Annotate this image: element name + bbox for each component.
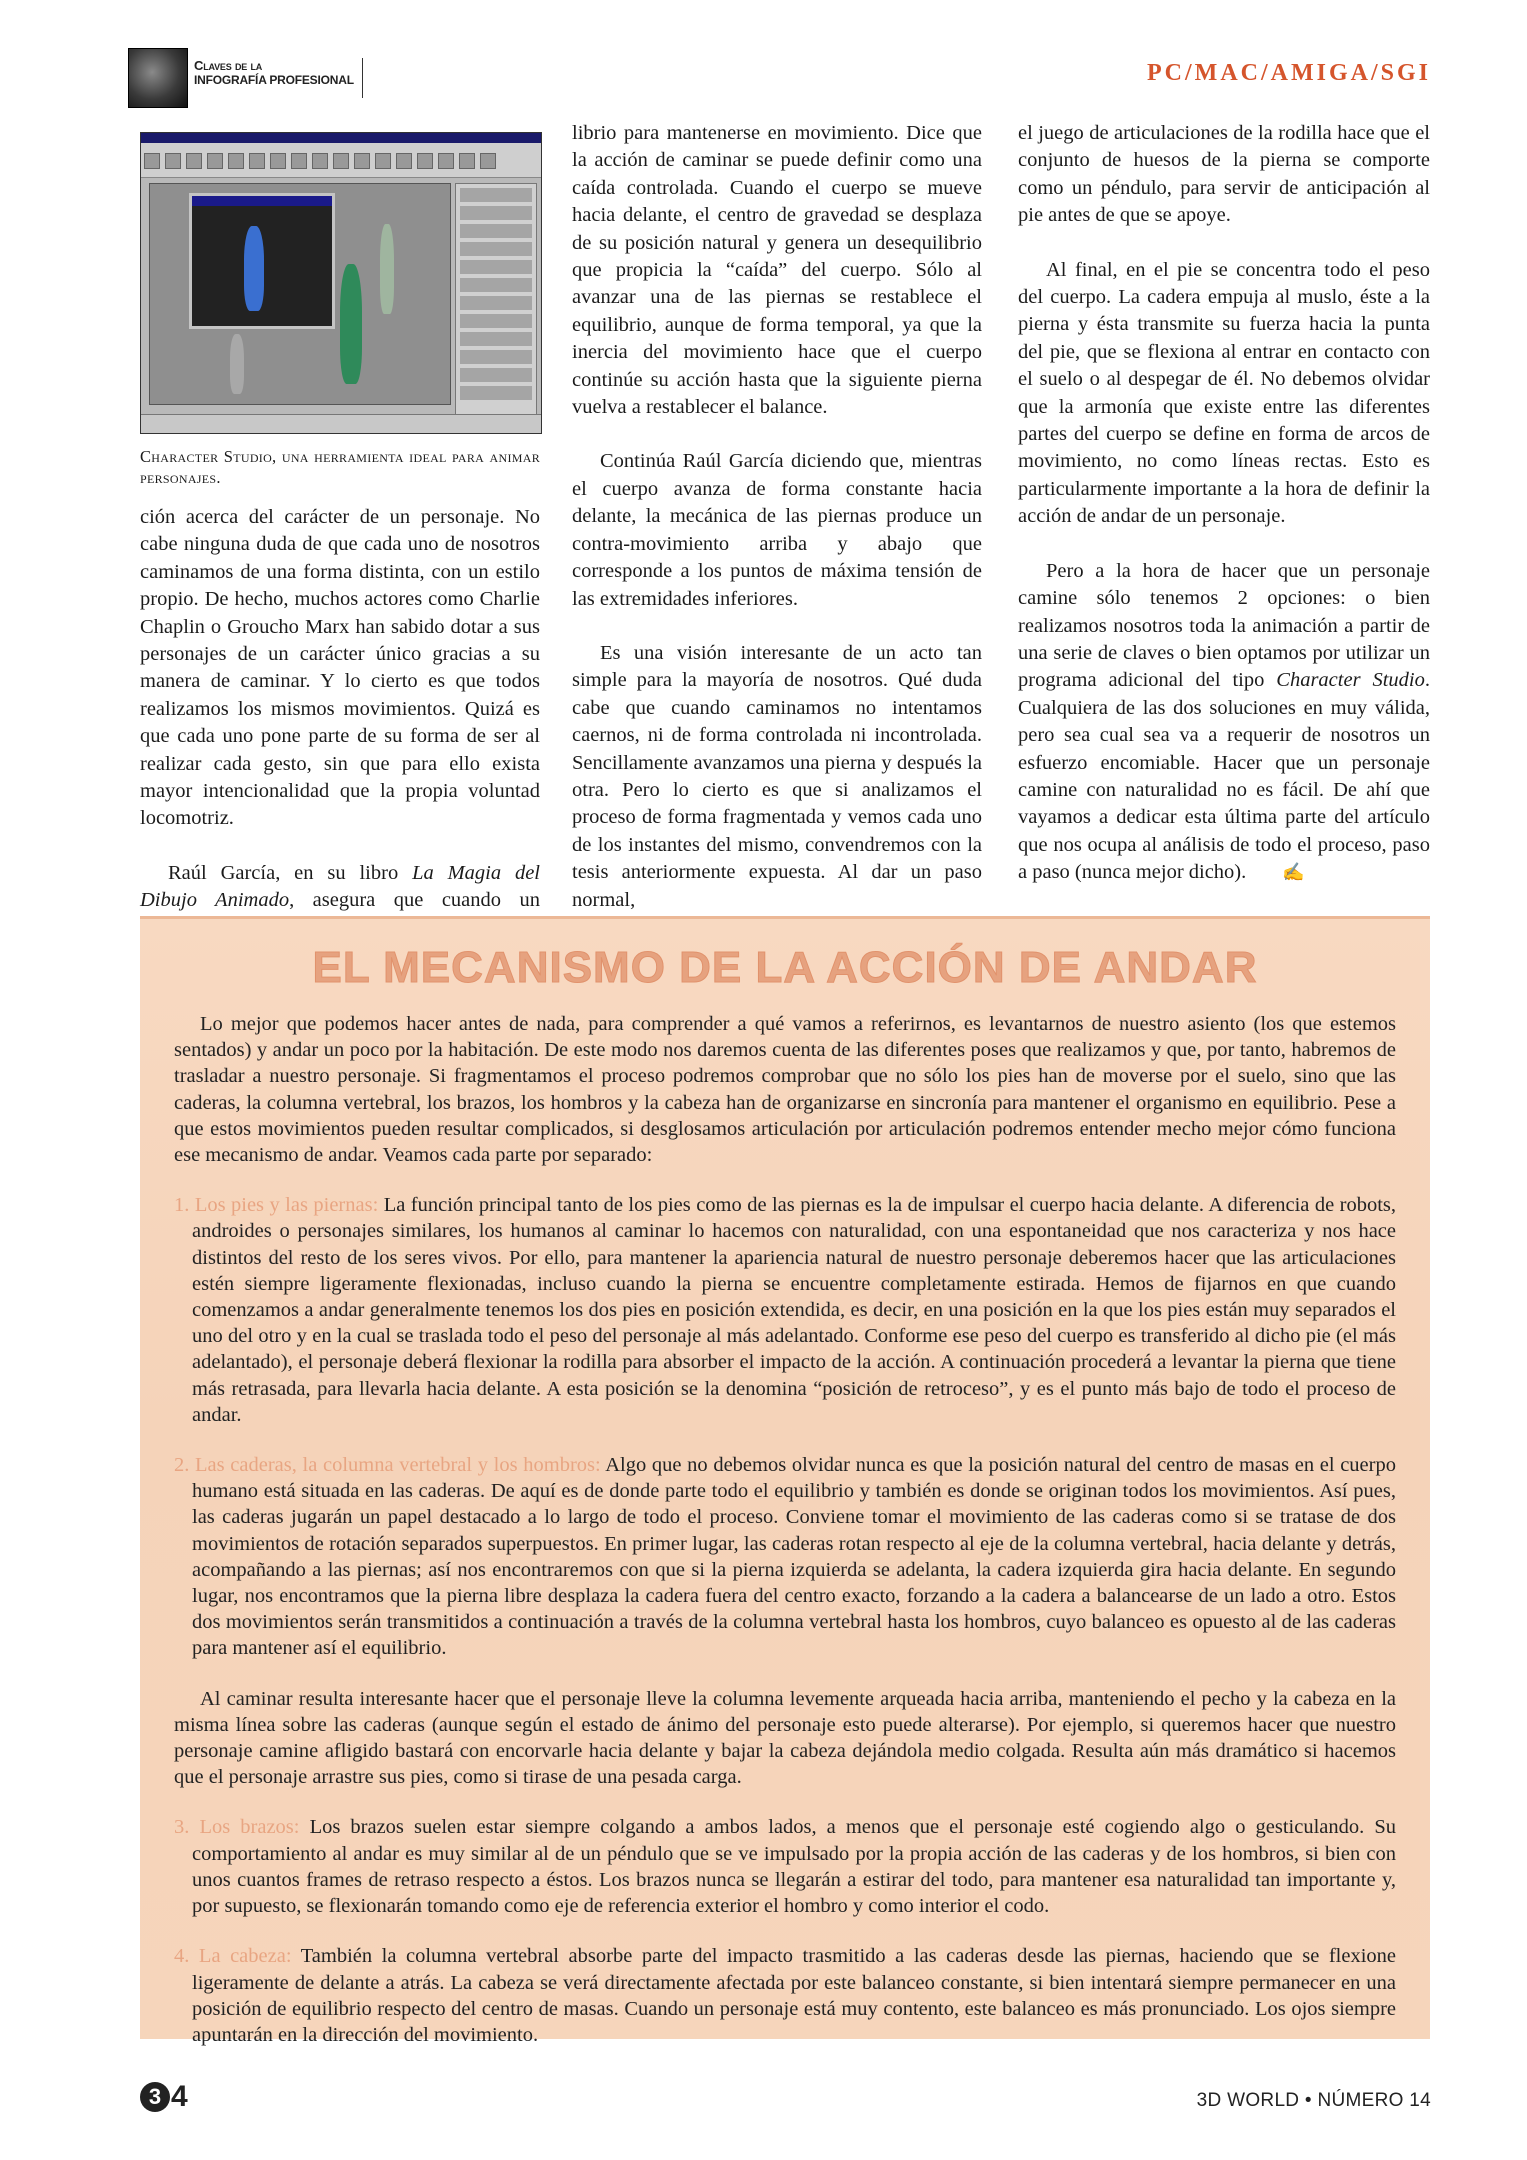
badge-logo-image — [128, 48, 188, 108]
box-item-head: 4. La cabeza: También la columna vertebral absorbe parte del impacto trasmitido a las caderas desde las piernas, haciendo que se flexione ligeramente de delante a atrás. La cabeza se verá directamente afectada por este balanceo constante, si bien intentará siempre permanecer en una posición de equilibrio respecto del centro de masas. Cuando un personaje está muy contento, este balanceo es más pronunciado. Los ojos siempre apuntarán en la dirección del movimiento. — [174, 1945, 1397, 2046]
screenshot-statusbar — [141, 414, 541, 433]
col2-paragraph-3: Es una visión interesante de un acto tan simple para la mayoría de nosotros. Qué duda cabe que cuando caminamos no intentamos caernos, ni de forma controlada ni incontrolada. Sencillamente avanzamos una pierna y después la otra. Pero lo cierto es que si analizamos el proceso de forma fragmentada y vemos cada uno de los instantes del mismo, convendremos con la tesis anteriormente expuesta. Al dar un paso normal, — [572, 641, 982, 911]
page-number-rest: 4 — [171, 2080, 188, 2113]
platform-label: PC/MAC/AMIGA/SGI — [1147, 60, 1431, 86]
section-badge — [128, 48, 364, 108]
col3-paragraph-2: Al final, en el pie se concentra todo el peso del cuerpo. La cadera empuja al muslo, éste a la pierna y ésta transmite su fuerza hacia la punta del pie, que se flexiona al entrar en contacto con el suelo o al despegar de él. No debemos olvidar que la armonía que existe entre las diferentes partes del cuerpo se define en forma de arcos de movimiento, no como líneas rectas. Esto es particularmente importante a la hora de definir la acción de andar de un personaje. — [1018, 258, 1430, 528]
col3-paragraph-3: Pero a la hora de hacer que un personaje camine sólo tenemos 2 opciones: o bien realizamos nosotros toda la animación a partir de una serie de claves o bien optamos por utilizar un programa adicional del tipo Character Studio. Cualquiera de las dos soluciones en muy válida, pero sea cual sea va a requerir de nosotros un esfuerzo encomiable. Hacer que un personaje camine con naturalidad no es fácil. De ahí que vayamos a dedicar esta última parte del artículo que nos ocupa al análisis de todo el proceso, paso a paso (nunca mejor dicho). ✍ — [1018, 558, 1430, 887]
item-lead: 1. Los pies y las piernas: — [174, 1194, 379, 1217]
box-intro: Lo mejor que podemos hacer antes de nada, para comprender a qué vamos a referirnos, es levantarnos de nuestro asiento (los que estemos sentados) y andar un poco por la habitación. De este modo nos daremos cuenta de las diferentes poses que realizamos y que, por tanto, habremos de trasladar a nuestro personaje. Si fragmentamos el proceso podremos comprobar que no sólo los pies han de moverse por el suelo, sino que las caderas, la columna vertebral, los brazos, los hombros y la cabeza han de organizarse en sincronía para mantener el organismo en equilibrio. Pese a que estos movimientos pueden resultar complicados, si desglosamos articulación por articulación podremos entender mecho mejor cómo funciona ese mecanismo de andar. Veamos cada parte por separado: — [174, 1013, 1396, 1167]
box-item-arms: 3. Los brazos: Los brazos suelen estar siempre colgando a ambos lados, a menos que el personaje esté cogiendo algo o gesticulando. Su comportamiento al andar es muy similar al de un péndulo que se ve impulsado por la propia acción de las caderas y de los hombros, si bien con unos cuantos frames de retraso respecto a éstos. Los brazos nunca se llegarán a estirar del todo, para mantener esa naturalidad tan importante y, por supuesto, se flexionarán tomando como eje de referencia exterior el hombro y como interior el codo. — [174, 1816, 1397, 1918]
dialog-figure — [244, 226, 264, 311]
badge-line-1: Claves de la — [194, 58, 263, 73]
badge-line-2: INFOGRAFÍA PROFESIONAL — [194, 73, 354, 87]
item-lead: 3. Los brazos: — [174, 1816, 300, 1839]
book-title: La Magia del Dibujo Animado — [140, 861, 540, 912]
box-item-hips: 2. Las caderas, la columna vertebral y los hombros: Algo que no debemos olvidar nunca es que la posición natural del centro de masas en el cuerpo humano está situada en las caderas. De aquí es de donde parte todo el equilibrio y también es donde se originan todos los movimientos. Así pues, las caderas jugarán un papel destacado a lo largo de todo el proceso. Conviene tomar el movimiento de las caderas como si se tratase de dos movimientos de rotación separados superpuestos. En primer lugar, las caderas rotan respecto al eje de la columna vertebral, hacia delante y detrás, acompañando a las piernas; así nos encontraremos con que si la pierna izquierda se adelanta, la cadera izquierda gira hacia delante. En segundo lugar, nos encontramos que la pierna libre desplaza la cadera fuera del centro exacto, forzando a la cadera a balancearse de un lado a otro. Estos dos movimientos serán transmitidos a continuación a través de la columna vertebral hasta los hombros, cuyo balanceo es opuesto al de las caderas para mantener así el equilibrio. — [174, 1454, 1396, 1660]
screenshot-toolbar — [141, 143, 541, 178]
page-number — [140, 2080, 188, 2114]
program-name: Character Studio — [1276, 669, 1425, 692]
screenshot-titlebar — [141, 133, 541, 143]
box-item-feet: 1. Los pies y las piernas: La función principal tanto de los pies como de las piernas es la de impulsar el cuerpo hacia delante. A diferencia de robots, androides o personajes similares, los humanos al caminar lo hacemos con naturalidad, con una espontaneidad que nos caracteriza y nos hace distintos del resto de los seres vivos. Por ello, para mantener la apariencia natural de nuestro personaje deberemos hacer que las articulaciones estén siempre ligeramente flexionadas, incluso cuando la pierna se encuentre completamente estirada. Hemos de fijarnos en que cuando comenzamos a andar generalmente tenemos los dos pies en posición extendida, es decir, en una posición en la que los pies están muy separados el uno del otro y en la cual se traslada todo el peso del personaje al más adelantado. Conforme ese peso del cuerpo es transferido al dicho pie (el más adelantado), el personaje deberá flexionar la rodilla para absorber el impacto de la acción. A continuación procederá a levantar la pierna que tiene más retrasada, para llevarla hacia delante. A esta posición se la denomina “posición de retroceso”, y es el punto más bajo de todo el proceso de andar. — [174, 1194, 1396, 1426]
badge-text — [194, 58, 363, 98]
end-of-article-pen-icon: ✍ — [1282, 862, 1305, 883]
figure-ghost — [380, 224, 394, 314]
sidebar-box — [140, 916, 1430, 2046]
figure-caption: Character Studio, una herramienta ideal para animar personajes. — [140, 447, 540, 487]
box-paragraph-2: Al caminar resulta interesante hacer que el personaje lleve la columna levemente arqueada hacia arriba, manteniendo el pecho y la cabeza en la misma línea sobre las caderas (aunque según el estado de ánimo del personaje esto puede alterarse). Por ejemplo, si queremos hacer que nuestro personaje camine afligido bastará con encorvarle hacia delante y bajar la cabeza dejándola medio colgada. Resulta aún más dramático si hacemos que el personaje arrastre sus pies, como si tirase de una pesada carga. — [174, 1687, 1396, 1789]
box-title: EL MECANISMO DE LA ACCIÓN DE ANDAR — [312, 943, 1258, 992]
screenshot-command-panel — [455, 183, 537, 415]
figure-character — [340, 264, 362, 384]
col1-paragraph-2: Raúl García, en su libro La Magia del Dibujo Animado, asegura que cuando un — [140, 861, 540, 912]
item-lead: 2. Las caderas, la columna vertebral y los hombros: — [174, 1454, 601, 1477]
column-1 — [140, 120, 540, 969]
col2-paragraph-2: Continúa Raúl García diciendo que, mientras el cuerpo avanza de forma constante hacia delante, la mecánica de las piernas produce un contra-movimiento arriba y abajo que corresponde a los puntos de máxima tensión de las extremidades inferiores. — [572, 450, 982, 610]
item-lead: 4. La cabeza: — [174, 1945, 292, 1968]
col3-paragraph-1: el juego de articulaciones de la rodilla hace que el conjunto de huesos de la pierna se comporte como un péndulo, para servir de anticipación al pie antes de que se apoye. — [1018, 122, 1430, 227]
box-body — [174, 1011, 1396, 2072]
character-studio-screenshot — [140, 132, 542, 434]
column-2 — [572, 120, 982, 941]
magazine-footer: 3D WORLD • NÚMERO 14 — [1196, 2090, 1431, 2111]
screenshot-dialog — [189, 193, 335, 329]
page-number-circle: 3 — [140, 2082, 170, 2112]
column-3 — [1018, 120, 1430, 914]
col2-paragraph-1: librio para mantenerse en movimiento. Dice que la acción de caminar se puede definir como una caída controlada. Cuando el cuerpo se mueve hacia delante, el centro de gravedad se desplaza de su posición natural y genera un desequilibrio que propicia la “caída” del cuerpo. Sólo al avanzar una de las piernas se restablece el equilibrio, aunque de forma temporal, ya que la inercia del movimiento hace que el cuerpo continúe su acción hasta que la siguiente pierna vuelva a restablecer el balance. — [572, 122, 982, 419]
col1-paragraph-1: ción acerca del carácter de un personaje. No cabe ninguna duda de que cada uno de nosotros caminamos de una forma distinta, con un estilo propio. De hecho, muchos actores como Charlie Chaplin o Groucho Marx han sabido dotar a sus personajes de un carácter único gracias a su manera de caminar. Y lo cierto es que todos realizamos los mismos movimientos. Quizá es que cada uno pone parte de su forma de ser al realizar cada gesto, sin que para ello exista mayor intencionalidad que la propia voluntad locomotriz. — [140, 506, 540, 830]
figure-ghost-2 — [230, 334, 244, 394]
